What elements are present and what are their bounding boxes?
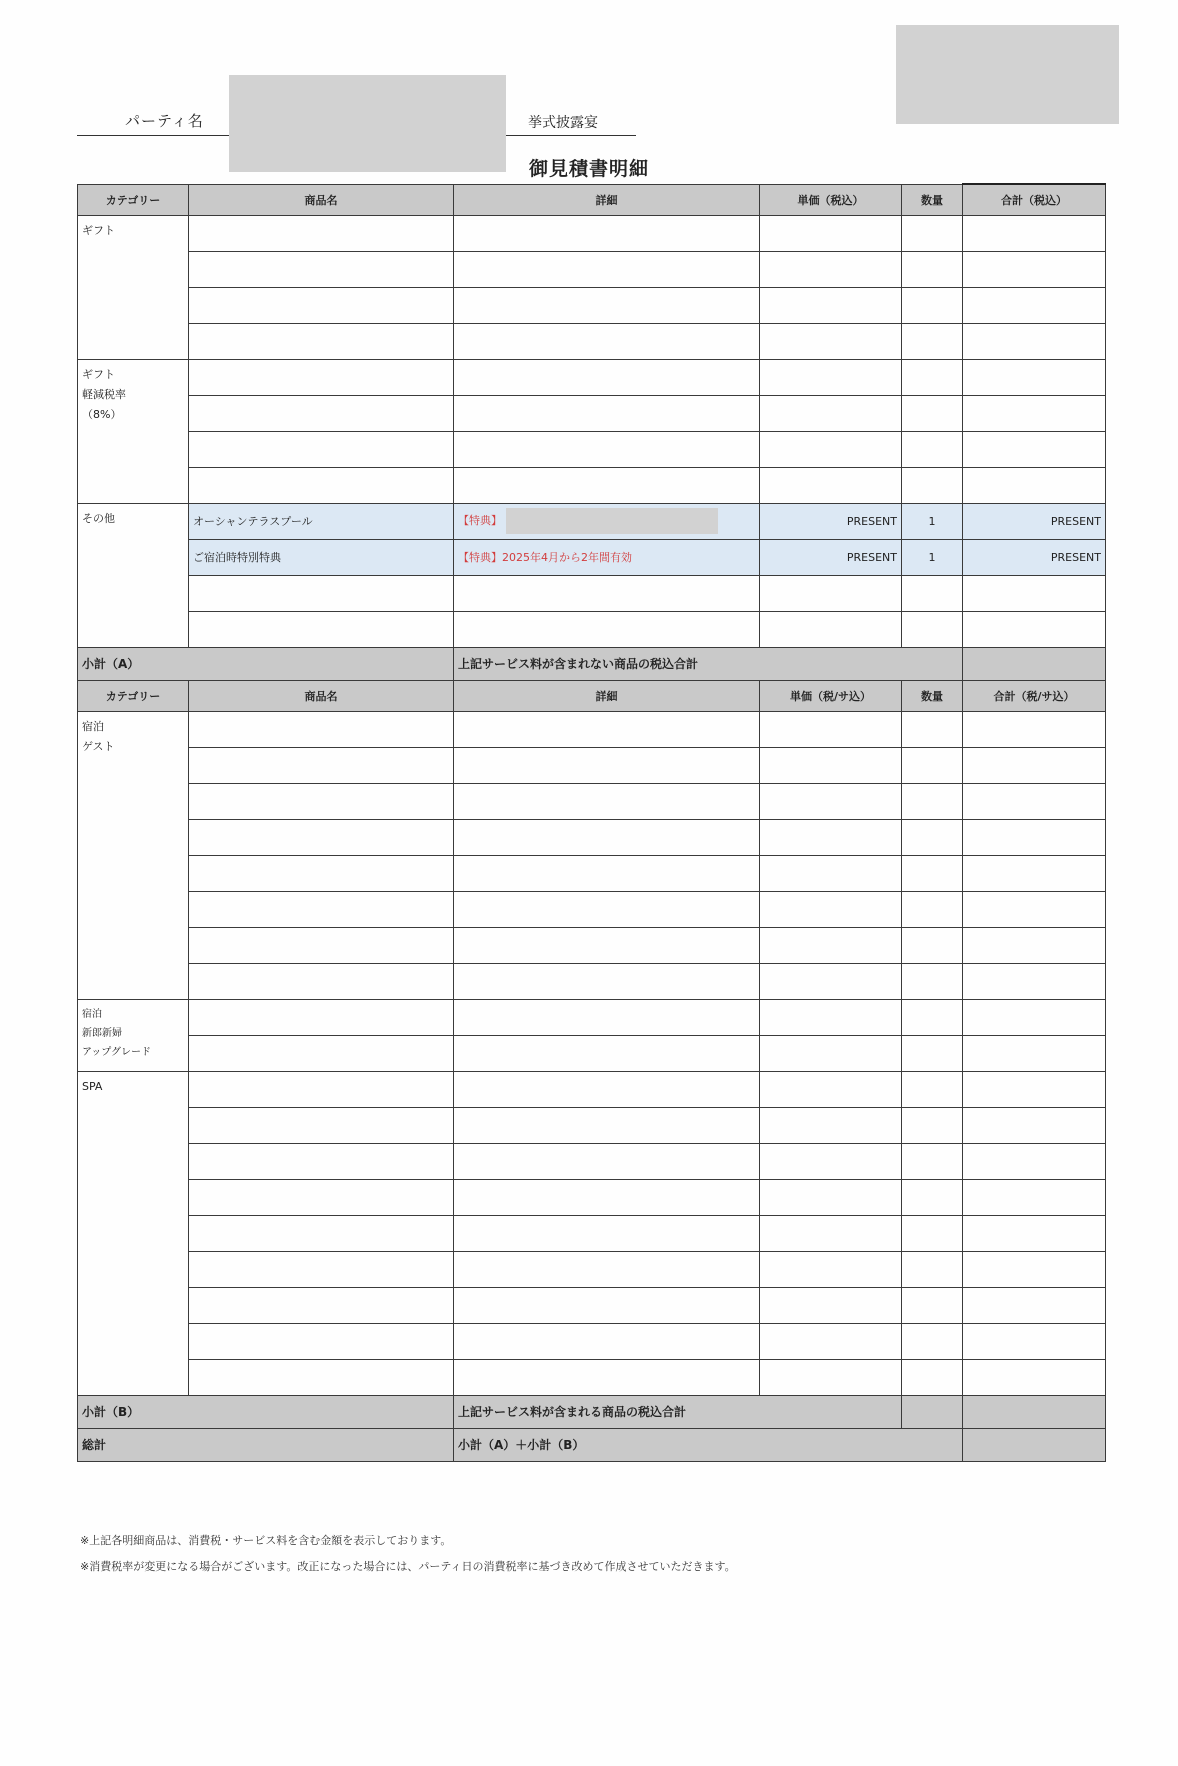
item-name-cell: オーシャンテラスプール bbox=[189, 503, 454, 539]
grand-total-row bbox=[78, 1428, 1106, 1461]
subtotal-a-value bbox=[963, 647, 1106, 680]
table-row bbox=[78, 503, 1106, 539]
table-row bbox=[78, 539, 1106, 575]
table-row bbox=[78, 1143, 1106, 1179]
table-row bbox=[78, 927, 1106, 963]
table-row bbox=[78, 1251, 1106, 1287]
footnote-1: ※上記各明細商品は、消費税・サービス料を含む金額を表示しております。 bbox=[80, 1534, 452, 1547]
table-header-row bbox=[78, 184, 1106, 215]
table-row bbox=[78, 431, 1106, 467]
table-row bbox=[78, 611, 1106, 647]
footnote-2: ※消費税率が変更になる場合がございます。改正になった場合には、パーティ日の消費税率に基づき改めて作成させていただきます。 bbox=[80, 1560, 736, 1573]
table-row bbox=[78, 395, 1106, 431]
category-stay-upgrade: 宿泊 新郎新婦 アップグレード bbox=[78, 999, 189, 1071]
subtotal-b-qty bbox=[902, 1395, 963, 1428]
table-row bbox=[78, 1359, 1106, 1395]
header-unit-price: 単価（税込） bbox=[760, 184, 902, 215]
subtotal-b-row bbox=[78, 1395, 1106, 1428]
table-row bbox=[78, 747, 1106, 783]
table-row bbox=[78, 575, 1106, 611]
document-title: 御見積書明細 bbox=[528, 158, 649, 180]
item-name-cell: ご宿泊時特別特典 bbox=[189, 539, 454, 575]
table-row bbox=[78, 1323, 1106, 1359]
category-gift: ギフト bbox=[78, 215, 189, 359]
header-detail: 詳細 bbox=[454, 184, 760, 215]
header-category: カテゴリー bbox=[78, 184, 189, 215]
header-unit-price: 単価（税/サ込） bbox=[760, 680, 902, 711]
header-quantity: 数量 bbox=[902, 184, 963, 215]
table-row bbox=[78, 1179, 1106, 1215]
total-cell: PRESENT bbox=[963, 503, 1106, 539]
ceremony-type-label: 挙式披露宴 bbox=[528, 115, 598, 131]
category-spa: SPA bbox=[78, 1071, 189, 1395]
quantity-cell: 1 bbox=[902, 503, 963, 539]
table-row bbox=[78, 819, 1106, 855]
subtotal-b-note: 上記サービス料が含まれる商品の税込合計 bbox=[454, 1395, 902, 1428]
header-detail: 詳細 bbox=[454, 680, 760, 711]
table-row bbox=[78, 1035, 1106, 1071]
header-item-name: 商品名 bbox=[189, 680, 454, 711]
category-gift-reduced-tax: ギフト 軽減税率 （8%） bbox=[78, 359, 189, 503]
grand-total-label: 総計 bbox=[78, 1428, 454, 1461]
grand-total-note: 小計（A）＋小計（B） bbox=[454, 1428, 963, 1461]
subtotal-a-note: 上記サービス料が含まれない商品の税込合計 bbox=[454, 647, 963, 680]
table-row bbox=[78, 467, 1106, 503]
item-detail-cell: 【特典】 bbox=[454, 503, 760, 539]
category-other: その他 bbox=[78, 503, 189, 647]
table-row bbox=[78, 783, 1106, 819]
header-total: 合計（税込） bbox=[963, 184, 1106, 215]
quantity-cell: 1 bbox=[902, 539, 963, 575]
category-stay-guest: 宿泊 ゲスト bbox=[78, 711, 189, 999]
total-cell: PRESENT bbox=[963, 539, 1106, 575]
unit-price-cell: PRESENT bbox=[760, 539, 902, 575]
item-detail-cell: 【特典】2025年4月から2年間有効 bbox=[454, 539, 760, 575]
table-row bbox=[78, 215, 1106, 251]
table-header-row bbox=[78, 680, 1106, 711]
table-row bbox=[78, 855, 1106, 891]
table-row bbox=[78, 1071, 1106, 1107]
table-row bbox=[78, 1215, 1106, 1251]
detail-redaction bbox=[506, 508, 718, 534]
table-row bbox=[78, 963, 1106, 999]
subtotal-b-label: 小計（B） bbox=[78, 1395, 454, 1428]
party-name-underline bbox=[77, 135, 229, 136]
grand-total-value bbox=[963, 1428, 1106, 1461]
table-row bbox=[78, 891, 1106, 927]
table-row bbox=[78, 1107, 1106, 1143]
subtotal-b-value bbox=[963, 1395, 1106, 1428]
stamp-redaction bbox=[896, 25, 1119, 124]
table-row bbox=[78, 359, 1106, 395]
party-name-label: パーティ名 bbox=[125, 112, 204, 130]
subtotal-a-label: 小計（A） bbox=[78, 647, 454, 680]
unit-price-cell: PRESENT bbox=[760, 503, 902, 539]
header-category: カテゴリー bbox=[78, 680, 189, 711]
subtotal-a-row bbox=[78, 647, 1106, 680]
ceremony-underline bbox=[506, 135, 636, 136]
table-row bbox=[78, 323, 1106, 359]
table-row bbox=[78, 711, 1106, 747]
table-row bbox=[78, 287, 1106, 323]
table-row bbox=[78, 1287, 1106, 1323]
header-item-name: 商品名 bbox=[189, 184, 454, 215]
table-row bbox=[78, 251, 1106, 287]
estimate-table bbox=[77, 183, 1106, 1462]
header-quantity: 数量 bbox=[902, 680, 963, 711]
table-row bbox=[78, 999, 1106, 1035]
header-total: 合計（税/サ込） bbox=[963, 680, 1106, 711]
